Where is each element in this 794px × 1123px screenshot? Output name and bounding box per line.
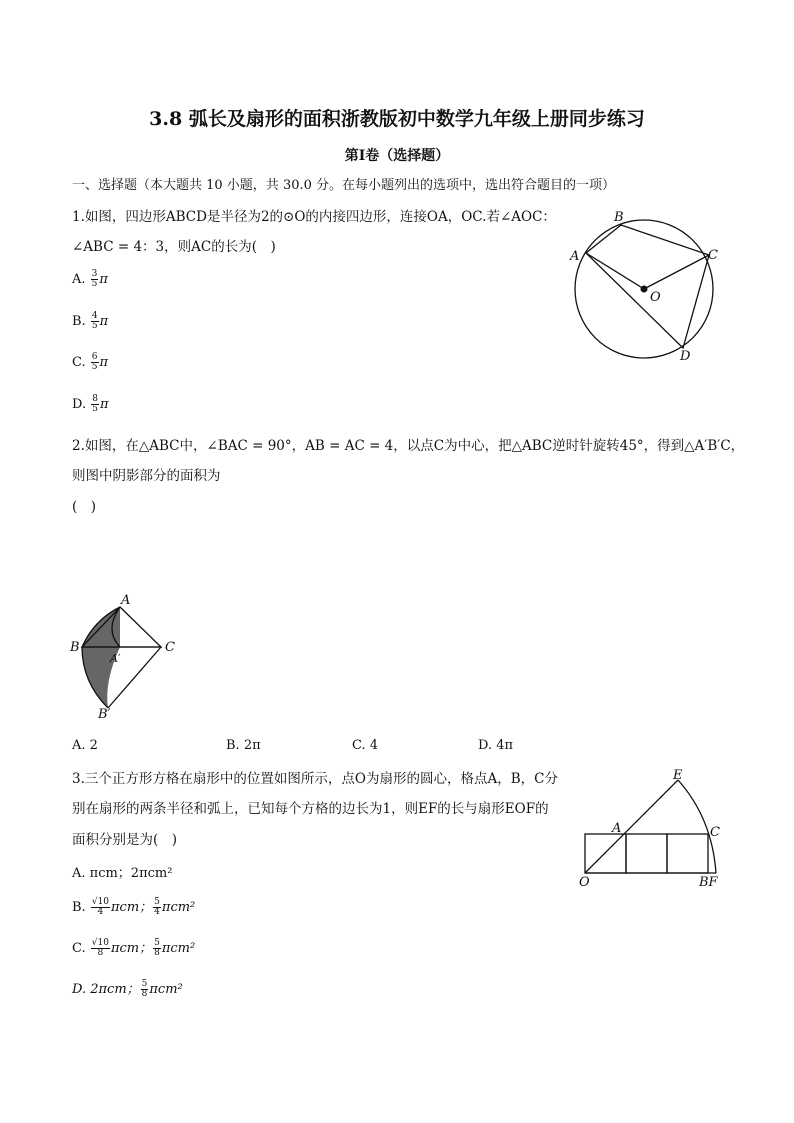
q2-rotation-figure: [66, 590, 191, 722]
page-title: 3.8 弧长及扇形的面积浙教版初中数学九年级上册同步练习: [149, 108, 645, 130]
segment-oc: [644, 255, 709, 289]
segment-oa: [586, 253, 644, 289]
fraction: $\frac{3}{5}$: [91, 269, 98, 289]
option-label: B.: [72, 314, 86, 329]
q1-stem-line2: ∠ABC = 4：3，则AC的长为( ): [72, 239, 276, 255]
option-label: D.: [72, 397, 87, 412]
q3-option-d[interactable]: D. 2πcm； $\frac{5}{8}$ πcm²: [72, 979, 183, 999]
label-bf: BF: [699, 875, 718, 890]
q1-option-b[interactable]: B. $\frac{4}{5}$ π: [72, 311, 109, 331]
fraction: $\frac{4}{5}$: [91, 311, 98, 331]
label-c: C: [710, 825, 720, 840]
q3-stem-line1: 3.三个正方形方格在扇形中的位置如图所示，点O为扇形的圆心，格点A，B，C分: [72, 771, 558, 787]
q3-stem-line2: 别在扇形的两条半径和弧上，已知每个方格的边长为1，则EF的长与扇形EOF的: [72, 801, 549, 817]
section-heading: 一、选择题（本大题共 10 小题，共 30.0 分。在每小题列出的选项中，选出符合题目的一项）: [72, 178, 616, 193]
q1-option-a[interactable]: A. $\frac{3}{5}$ π: [72, 269, 108, 289]
q1-stem-line1: 1.如图，四边形ABCD是半径为2的⊙O的内接四边形，连接OA，OC.若∠AOC：: [72, 209, 556, 225]
label-a: A: [612, 821, 622, 836]
q2-stem-line1: 2.如图，在△ABC中，∠BAC = 90°，AB = AC = 4，以点C为中心，把△ABC逆时针旋转45°，得到△A′B′C，: [72, 438, 745, 454]
label-a: A: [121, 593, 131, 608]
q3-option-c[interactable]: C. $\frac{√10}{8}$ πcm； $\frac{5}{8}$ πcm²: [72, 938, 196, 958]
q2-option-b[interactable]: B. 2π: [226, 738, 261, 753]
q3-sector-figure: [572, 768, 732, 893]
section-subtitle: 第Ⅰ卷（选择题）: [344, 148, 450, 164]
fraction: $\frac{√10}{4}$: [91, 897, 110, 917]
label-b-prime: B′: [98, 707, 111, 722]
fraction: $\frac{6}{5}$: [91, 352, 98, 372]
q1-option-d[interactable]: D. $\frac{8}{5}$ π: [72, 394, 109, 414]
q2-stem-line2: 则图中阴影部分的面积为: [72, 468, 221, 484]
label-b: B: [614, 210, 624, 225]
label-c: C: [708, 248, 718, 263]
option-label: A.: [72, 272, 86, 287]
label-a: A: [570, 249, 580, 264]
label-o: O: [650, 290, 661, 305]
square-3: [667, 834, 708, 873]
label-o: O: [579, 875, 590, 890]
label-b: B: [70, 640, 80, 655]
q2-option-a[interactable]: A. 2: [72, 738, 98, 753]
radius-oe: [585, 780, 678, 873]
q2-stem-line3: ( ): [72, 499, 97, 515]
fraction: $\frac{5}{8}$: [141, 979, 148, 999]
q2-option-c[interactable]: C. 4: [352, 738, 379, 753]
center-point-o: [641, 286, 648, 293]
fraction: $\frac{5}{4}$: [154, 897, 160, 917]
label-d: D: [680, 349, 691, 364]
q3-option-a[interactable]: A. πcm；2πcm²: [72, 866, 173, 881]
square-2: [626, 834, 667, 873]
q3-option-b[interactable]: B. $\frac{√10}{4}$ πcm； $\frac{5}{4}$ πcm²: [72, 897, 196, 917]
option-label: C.: [72, 355, 86, 370]
fraction: $\frac{5}{8}$: [154, 938, 160, 958]
label-c: C: [165, 640, 175, 655]
q3-stem-line3: 面积分别是为( ): [72, 832, 178, 848]
q1-circle-figure: [560, 205, 735, 370]
fraction: $\frac{√10}{8}$: [91, 938, 109, 958]
label-e: E: [673, 768, 683, 783]
fraction: $\frac{8}{5}$: [92, 394, 98, 414]
label-a-prime: A′: [110, 652, 121, 665]
q2-option-d[interactable]: D. 4π: [478, 738, 514, 753]
q1-option-c[interactable]: C. $\frac{6}{5}$ π: [72, 352, 109, 372]
